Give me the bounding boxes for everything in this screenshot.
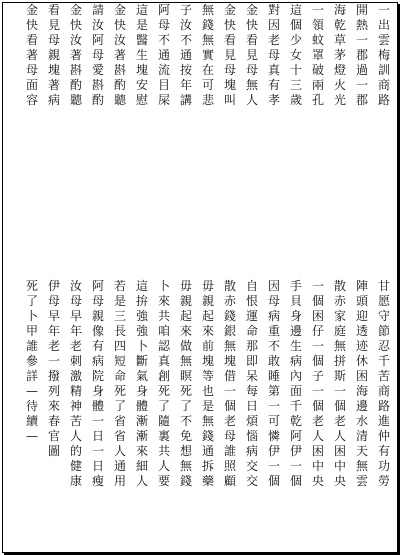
- column-text: 這是醫生塊安慰: [135, 3, 148, 107]
- column-text: 若是三長四短命 死了省省人通用: [113, 279, 130, 488]
- column-text: 海乾草茅燈火光: [333, 3, 346, 107]
- column-text: 散赤家庭無拼斯 一個老人困中央: [333, 279, 350, 488]
- column-text: 陣頭迎透迹休困 海邊水清天無雲: [355, 279, 372, 488]
- column-text: 汝母早年老 刺激精神苦人的健康: [69, 279, 86, 488]
- column-text: 開熱一郡過一郡: [355, 3, 368, 107]
- column-text: 伊母早年老 一撥列來春官圖: [47, 279, 64, 458]
- column-text: 無錢無實在可悲: [201, 3, 214, 107]
- document-page: [2, 2, 398, 553]
- column-text: 看見母親塊著病: [47, 3, 60, 107]
- column-text: 阿母不通流目屎: [157, 3, 170, 107]
- column-text: 金快汝著斟酌聽: [69, 3, 82, 107]
- column-text: 卜來共咱認真創 死了隨裏共人要: [157, 279, 174, 488]
- column-text: 一個困仔一個子 一個老人困中央: [311, 279, 328, 488]
- column-text: 散赤錢銀無塊借 一個老母誰照顧: [223, 279, 240, 488]
- column-text: 這個少女十三歲: [289, 3, 302, 107]
- column-text: 金快汝著斟酌聽: [113, 3, 126, 107]
- column-text: 一領蚊罩破兩孔: [311, 3, 324, 107]
- column-text: 金快看見母塊叫: [223, 3, 236, 107]
- column-text: 毋親起來前塊等 也是無錢通拆藥: [201, 279, 218, 488]
- column-text: 金快看著母面容: [25, 3, 38, 107]
- column-text: 手貝身邊生病 內面千乾阿伊一個: [289, 279, 306, 488]
- column-text: 因母病重不敢睡 第一可憐伊一個: [267, 279, 284, 488]
- column-text: 金快看見母無人: [245, 3, 258, 107]
- column-text: 這拚強強卜斷氣 身體漸漸來細人: [135, 279, 152, 488]
- column-text: 請汝阿母愛斟酌: [91, 3, 104, 107]
- column-text: 毋親起來做無瞑 死了不免想無錢: [179, 279, 196, 488]
- column-text: 死了卜甲誰參詳 —待續—: [25, 279, 42, 443]
- column-text: 甘愿守節忍千苦 商路進仲有功勞: [377, 279, 394, 488]
- column-text: 自恨運命那即呆 每日煩惱病交交: [245, 279, 262, 488]
- column-text: 子汝不通按年講: [179, 3, 192, 107]
- column-text: 阿母親像有病院 身體一日一日瘦: [91, 279, 108, 488]
- column-text: 一出雲梅訓 商路: [377, 3, 394, 107]
- column-text: 對因老母真有孝: [267, 3, 280, 107]
